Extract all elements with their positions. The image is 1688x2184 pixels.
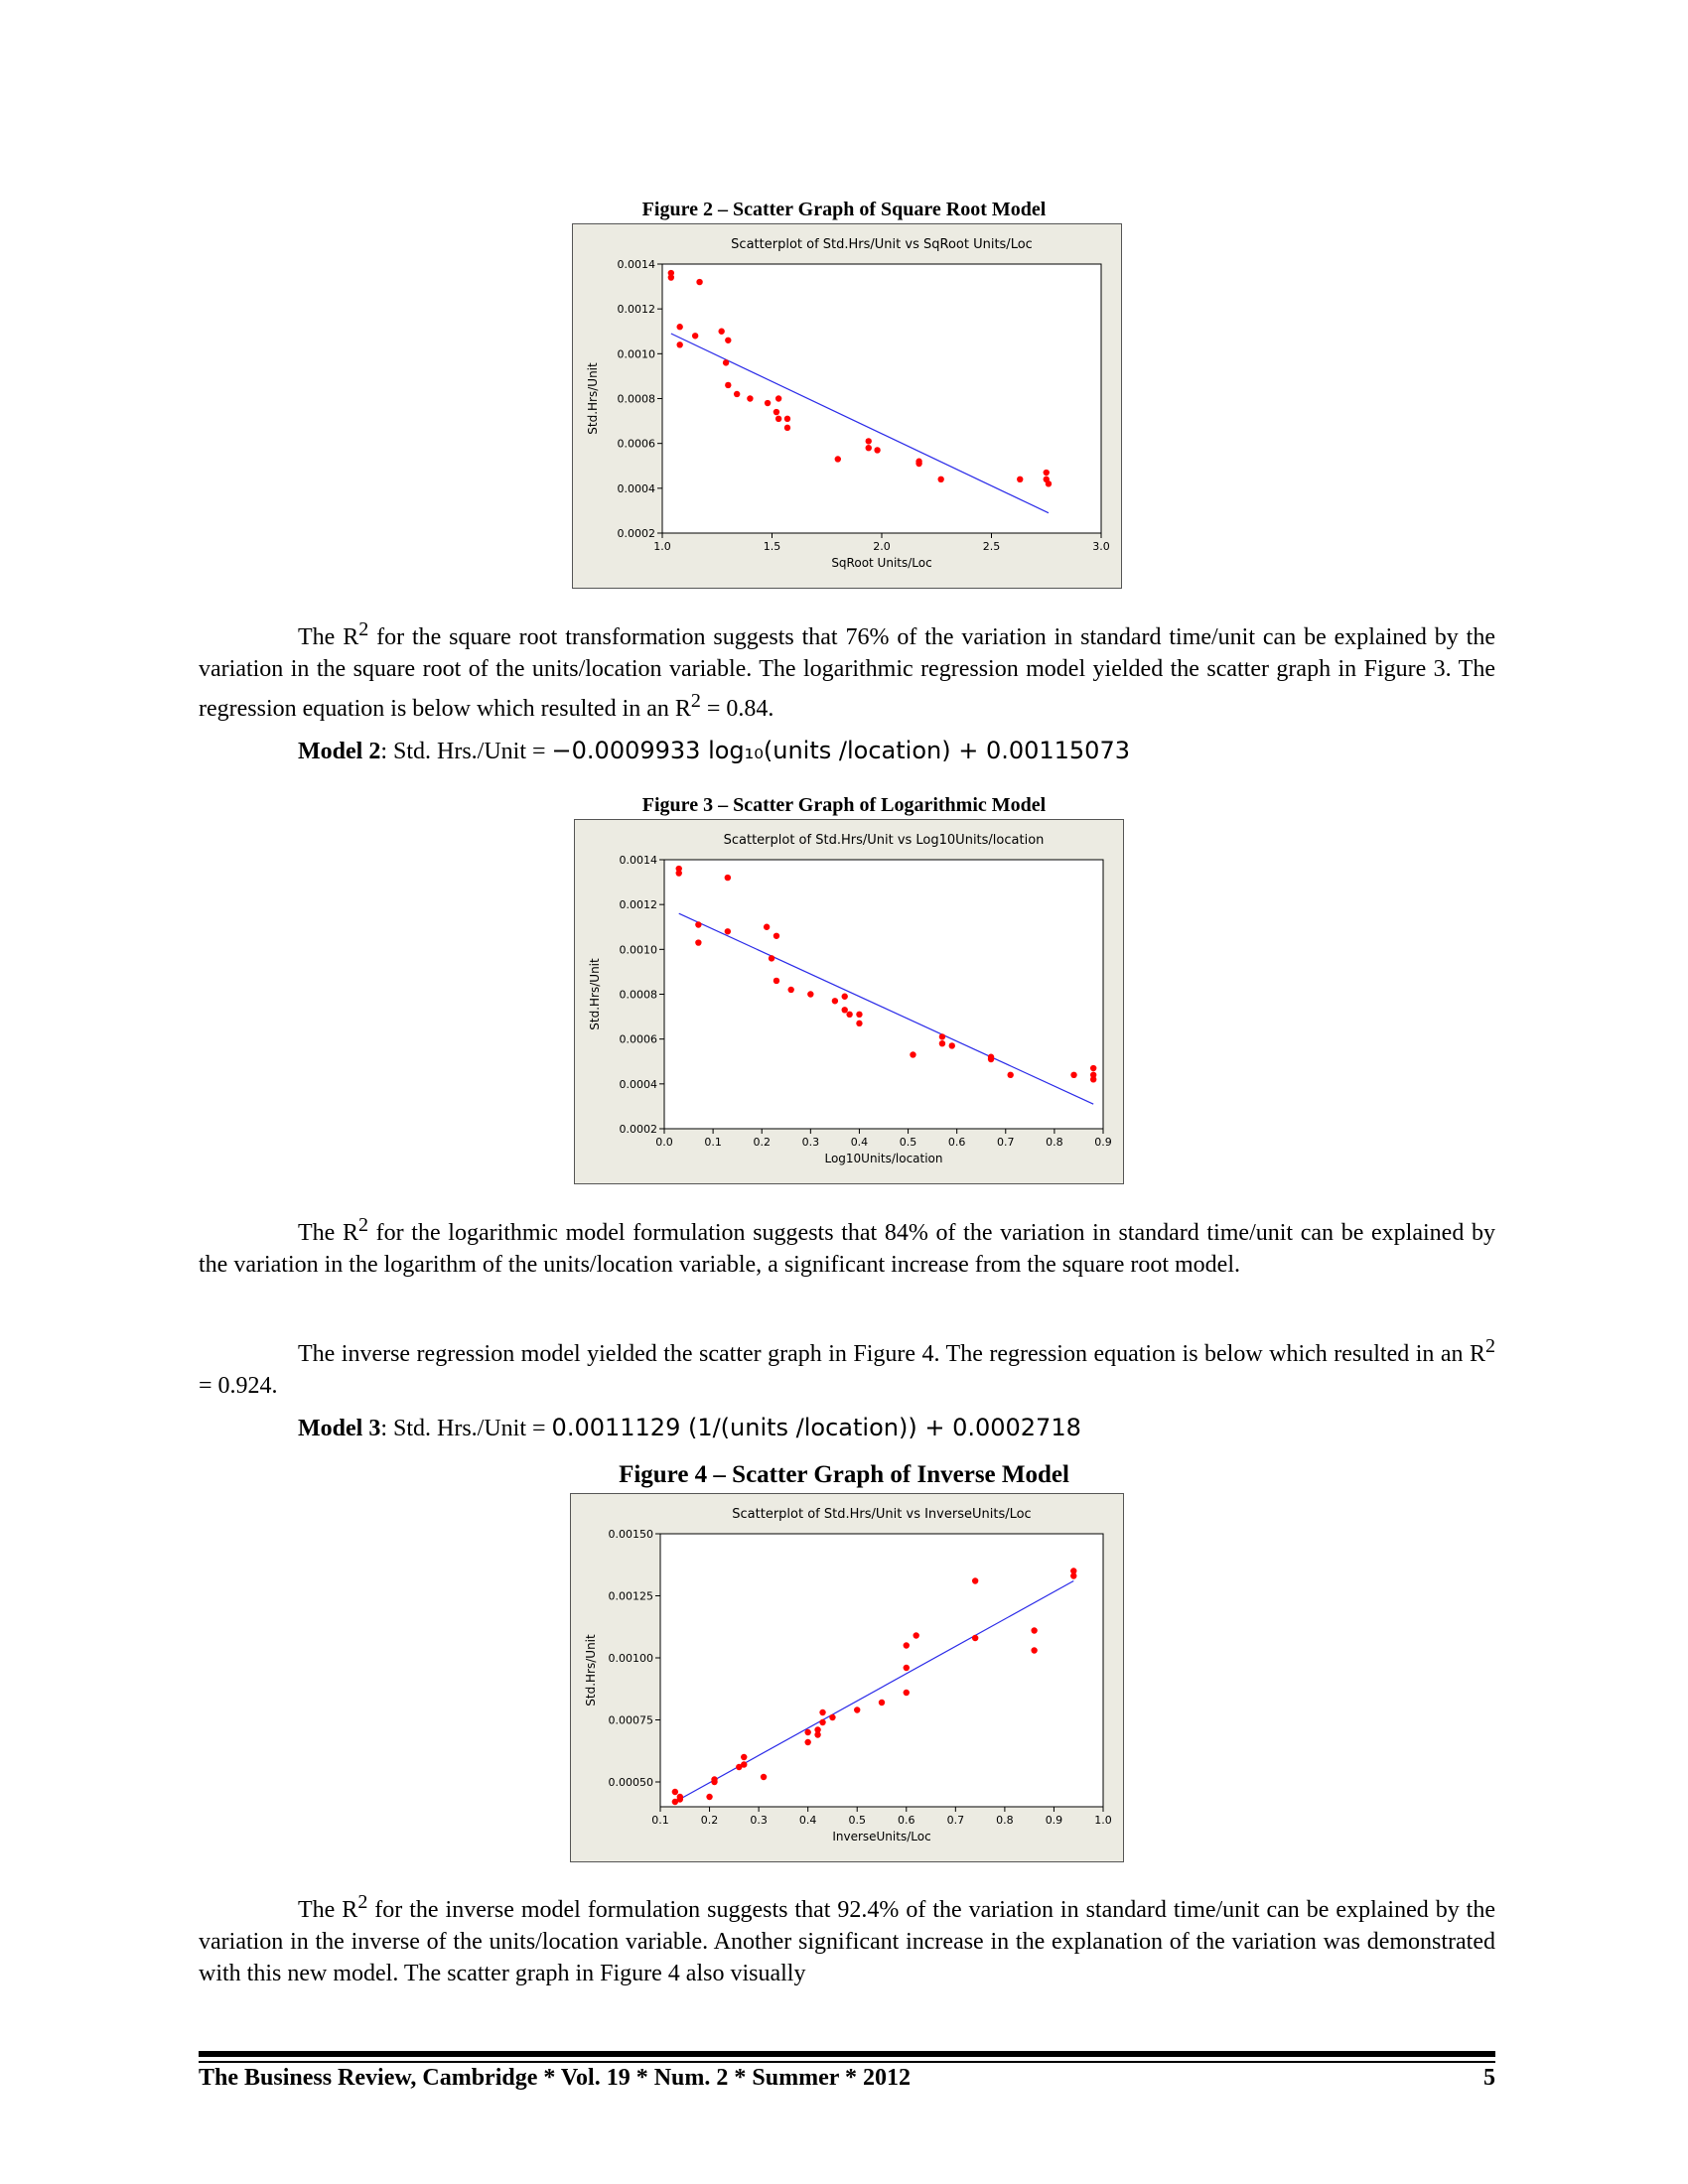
data-point	[775, 416, 781, 422]
data-point	[706, 1794, 712, 1800]
model-3-equation	[298, 1414, 1081, 1442]
data-point	[1070, 1568, 1076, 1573]
x-tick-label: 0.5	[848, 1814, 866, 1827]
footer-rule-thick	[199, 2051, 1495, 2057]
x-tick-label: 2.5	[982, 540, 1001, 553]
plot-area	[662, 264, 1101, 533]
data-point	[915, 461, 921, 467]
para3-sup: 2	[1485, 1335, 1495, 1357]
para1-text-b: for the square root transformation suggests that 76% of the variation in standard time/unit can be explained by the variation in the square root of the units/location variable. The logarithmic regression model yielded the scatter graph in Figure 3. The regression equation is below which resulted in an R	[199, 624, 1495, 722]
model-2-equation	[298, 737, 1130, 765]
page-number: 5	[1483, 2065, 1495, 2091]
data-point	[804, 1729, 810, 1735]
x-tick-label: 0.9	[1094, 1136, 1112, 1149]
x-axis-label: Log10Units/location	[824, 1152, 943, 1165]
para1-sup: 2	[358, 618, 369, 640]
y-tick-label: 0.0006	[619, 1032, 657, 1046]
data-point	[676, 870, 682, 876]
x-tick-label: 0.4	[850, 1136, 869, 1149]
y-tick-label: 0.00100	[608, 1652, 653, 1665]
data-point	[725, 338, 731, 343]
x-tick-label: 0.7	[946, 1814, 965, 1827]
x-tick-label: 0.4	[798, 1814, 817, 1827]
data-point	[695, 921, 701, 927]
data-point	[829, 1714, 835, 1720]
chart-title: Scatterplot of Std.Hrs/Unit vs SqRoot Units/Loc	[731, 237, 1033, 252]
x-tick-label: 0.3	[801, 1136, 820, 1149]
x-tick-label: 0.8	[996, 1814, 1014, 1827]
data-point	[765, 400, 771, 406]
data-point	[774, 933, 779, 939]
data-point	[734, 391, 740, 397]
data-point	[747, 395, 753, 401]
x-tick-label: 0.2	[753, 1136, 771, 1149]
data-point	[835, 456, 841, 462]
para1-text-c: = 0.84.	[700, 696, 774, 722]
para4-sup: 2	[357, 1891, 368, 1913]
y-tick-label: 0.00125	[608, 1589, 653, 1603]
data-point	[774, 978, 779, 984]
model3-label: Model 3	[298, 1416, 381, 1441]
data-point	[879, 1700, 885, 1706]
model3-text: : Std. Hrs./Unit =	[380, 1416, 552, 1441]
data-point	[939, 1040, 945, 1046]
data-point	[807, 991, 813, 997]
x-tick-label: 0.9	[1045, 1814, 1063, 1827]
data-point	[1046, 480, 1052, 486]
x-tick-label: 0.6	[898, 1814, 915, 1827]
data-point	[804, 1739, 810, 1745]
y-tick-label: 0.0002	[617, 527, 655, 540]
x-tick-label: 1.0	[653, 540, 671, 553]
data-point	[725, 875, 731, 881]
x-axis-label: SqRoot Units/Loc	[831, 556, 932, 570]
y-tick-label: 0.0014	[619, 854, 657, 867]
data-point	[784, 425, 790, 431]
scatter-svg	[573, 224, 1121, 588]
data-point	[774, 409, 779, 415]
x-tick-label: 1.5	[763, 540, 781, 553]
data-point	[696, 279, 702, 285]
x-tick-label: 0.1	[651, 1814, 669, 1827]
y-tick-label: 0.0012	[617, 303, 655, 317]
y-tick-label: 0.0004	[619, 1077, 657, 1091]
x-tick-label: 0.7	[997, 1136, 1015, 1149]
paragraph-inverse-r2	[199, 1886, 1495, 1989]
data-point	[832, 998, 838, 1004]
data-point	[787, 987, 793, 993]
data-point	[725, 382, 731, 388]
x-tick-label: 1.0	[1094, 1814, 1112, 1827]
y-tick-label: 0.0006	[617, 437, 655, 451]
para2-sup: 2	[357, 1214, 368, 1236]
data-point	[1044, 470, 1050, 476]
data-point	[874, 447, 880, 453]
data-point	[718, 329, 724, 335]
data-point	[769, 955, 774, 961]
chart-title: Scatterplot of Std.Hrs/Unit vs Log10Units/location	[723, 833, 1045, 848]
figure-3-chart	[574, 819, 1124, 1184]
y-tick-label: 0.00075	[608, 1713, 653, 1727]
data-point	[854, 1706, 860, 1712]
data-point	[856, 1012, 862, 1018]
data-point	[846, 1012, 852, 1018]
data-point	[761, 1774, 767, 1780]
data-point	[695, 939, 701, 945]
data-point	[856, 1021, 862, 1026]
figure-4-chart	[570, 1493, 1124, 1862]
x-tick-label: 0.8	[1046, 1136, 1063, 1149]
data-point	[676, 341, 682, 347]
data-point	[711, 1779, 717, 1785]
para2-text-a: The R	[298, 1220, 358, 1246]
data-point	[972, 1635, 978, 1641]
y-tick-label: 0.00050	[608, 1776, 653, 1789]
model3-formula: 0.0011129 (1/(units /location)) + 0.0002718	[551, 1414, 1081, 1441]
y-tick-label: 0.0014	[617, 258, 655, 271]
x-tick-label: 0.0	[655, 1136, 673, 1149]
data-point	[842, 1007, 848, 1013]
y-tick-label: 0.0008	[619, 988, 657, 1002]
y-tick-label: 0.0010	[619, 943, 657, 957]
y-axis-label: Std.Hrs/Unit	[586, 362, 600, 435]
data-point	[819, 1719, 825, 1725]
data-point	[1070, 1072, 1076, 1078]
data-point	[939, 1033, 945, 1039]
figure-4-caption: Figure 4 – Scatter Graph of Inverse Model	[619, 1461, 1069, 1488]
x-axis-label: InverseUnits/Loc	[832, 1830, 931, 1843]
y-axis-label: Std.Hrs/Unit	[588, 958, 602, 1030]
para1-sup2: 2	[690, 690, 701, 712]
data-point	[775, 395, 781, 401]
y-axis-label: Std.Hrs/Unit	[584, 1634, 598, 1706]
data-point	[764, 924, 770, 930]
data-point	[741, 1754, 747, 1760]
data-point	[1090, 1076, 1096, 1082]
data-point	[741, 1761, 747, 1767]
data-point	[1007, 1072, 1013, 1078]
data-point	[668, 274, 674, 280]
data-point	[972, 1577, 978, 1583]
data-point	[949, 1042, 955, 1048]
x-tick-label: 0.1	[704, 1136, 722, 1149]
data-point	[910, 1051, 915, 1057]
data-point	[904, 1665, 910, 1671]
para3-text-b: = 0.924.	[199, 1373, 278, 1399]
data-point	[784, 416, 790, 422]
para2-text-b: for the logarithmic model formulation suggests that 84% of the variation in standard time/unit can be explained by the variation in the logarithm of the units/location variable, a significant increase from the square root model.	[199, 1220, 1495, 1278]
data-point	[866, 445, 872, 451]
data-point	[677, 1794, 683, 1800]
data-point	[819, 1709, 825, 1715]
x-tick-label: 0.5	[899, 1136, 917, 1149]
para4-text-b: for the inverse model formulation suggests that 92.4% of the variation in standard time/unit can be explained by the variation in the inverse of the units/location variable. Another significant increase in the explanation of the variation was demonstrated with this new model. The scatter graph in Figure 4 also visually	[199, 1897, 1495, 1986]
x-tick-label: 0.6	[947, 1136, 966, 1149]
y-tick-label: 0.0008	[617, 392, 655, 406]
scatter-svg	[571, 1494, 1123, 1861]
y-tick-label: 0.00150	[608, 1528, 653, 1541]
plot-area	[660, 1534, 1103, 1807]
data-point	[692, 333, 698, 339]
para3-text-a: The inverse regression model yielded the scatter graph in Figure 4. The regression equation is below which resulted in an R	[298, 1341, 1485, 1367]
model2-text: : Std. Hrs./Unit =	[380, 739, 552, 764]
para1-text-a: The R	[298, 624, 359, 650]
footer-journal: The Business Review, Cambridge * Vol. 19 * Num. 2 * Summer * 2012	[199, 2065, 911, 2091]
data-point	[1031, 1647, 1037, 1653]
figure-3-caption: Figure 3 – Scatter Graph of Logarithmic Model	[641, 794, 1047, 816]
data-point	[723, 359, 729, 365]
y-tick-label: 0.0002	[619, 1123, 657, 1136]
y-tick-label: 0.0010	[617, 347, 655, 361]
plot-area	[664, 860, 1103, 1129]
paragraph-sqrt-r2	[199, 614, 1495, 725]
figure-2-chart	[572, 223, 1122, 589]
para4-text-a: The R	[298, 1897, 358, 1923]
data-point	[1031, 1627, 1037, 1633]
x-tick-label: 0.3	[750, 1814, 768, 1827]
scatter-svg	[575, 820, 1123, 1183]
data-point	[937, 477, 943, 482]
data-point	[866, 438, 872, 444]
figure-2-caption: Figure 2 – Scatter Graph of Square Root Model	[641, 199, 1047, 220]
footer-rule-thin	[199, 2061, 1495, 2063]
data-point	[672, 1789, 678, 1795]
data-point	[913, 1632, 918, 1638]
x-tick-label: 0.2	[700, 1814, 719, 1827]
y-tick-label: 0.0012	[619, 898, 657, 912]
paragraph-log-r2	[199, 1209, 1495, 1281]
data-point	[904, 1642, 910, 1648]
data-point	[904, 1690, 910, 1696]
x-tick-label: 3.0	[1092, 540, 1110, 553]
model2-label: Model 2	[298, 739, 381, 764]
data-point	[814, 1726, 820, 1732]
data-point	[1017, 477, 1023, 482]
chart-title: Scatterplot of Std.Hrs/Unit vs InverseUnits/Loc	[732, 1507, 1032, 1522]
model2-formula: −0.0009933 log₁₀(units /location) + 0.00115073	[551, 737, 1130, 764]
data-point	[988, 1056, 994, 1062]
data-point	[676, 324, 682, 330]
data-point	[842, 994, 848, 1000]
data-point	[1090, 1065, 1096, 1071]
paragraph-inverse-intro	[199, 1330, 1495, 1402]
y-tick-label: 0.0004	[617, 481, 655, 495]
data-point	[725, 928, 731, 934]
x-tick-label: 2.0	[873, 540, 891, 553]
